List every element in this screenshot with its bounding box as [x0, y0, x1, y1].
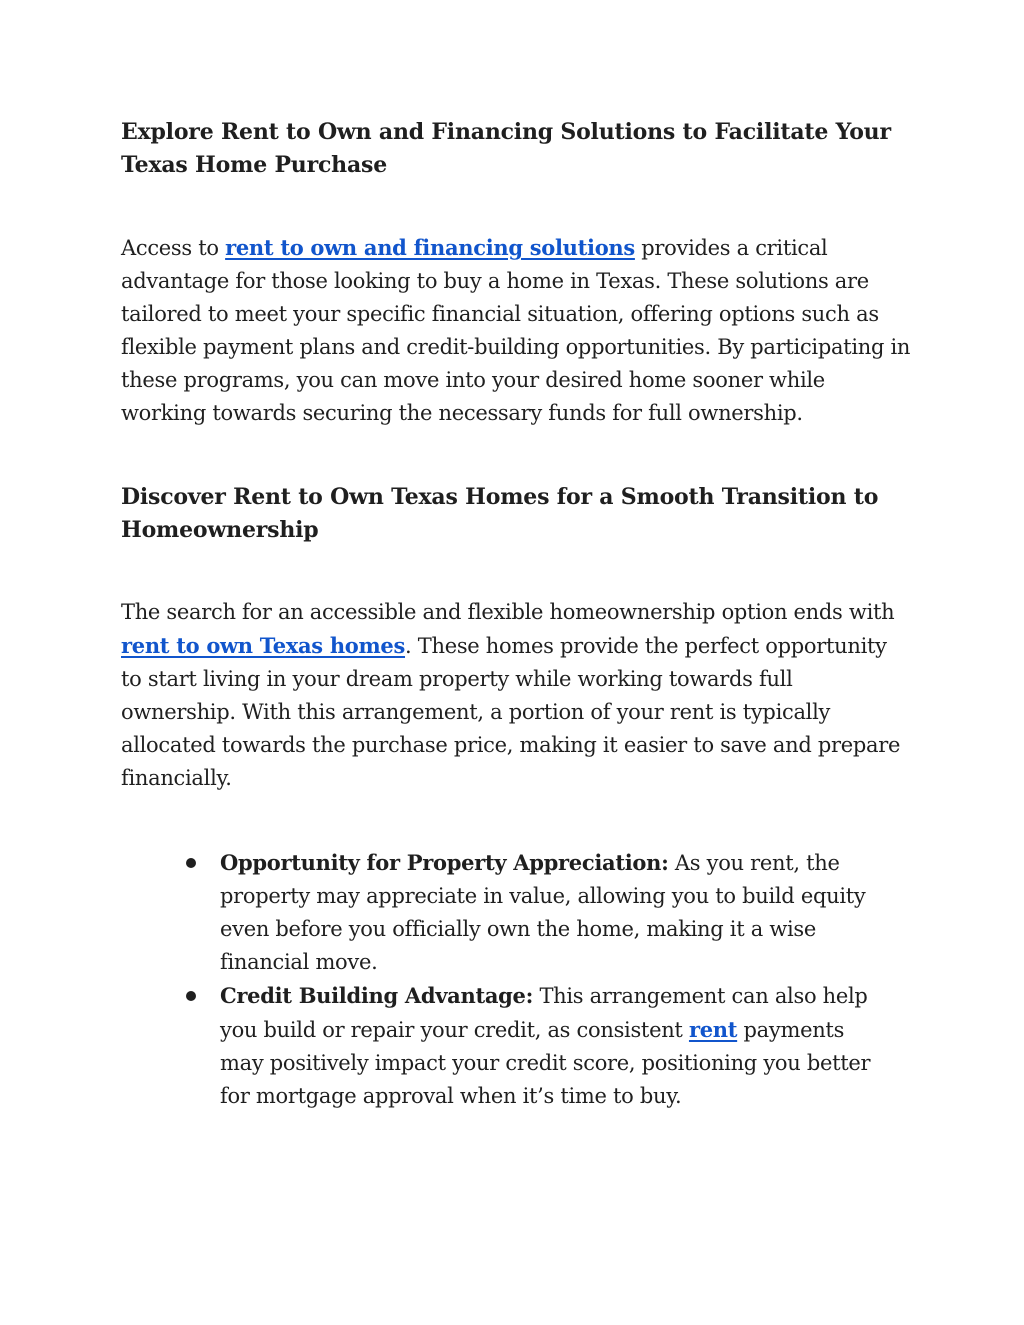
bullet-icon — [186, 991, 196, 1001]
section-paragraph-financing — [121, 231, 911, 430]
bullet-icon — [186, 858, 196, 868]
rent-link[interactable]: rent — [688, 1017, 738, 1042]
paragraph-text: provides a critical advantage for those looking to buy a home in Texas. These solutions are tailored to meet your specific financial situation, offering options such as flexible payment plans and credit-building opportunities. By participating in these programs, you can move into your desired home sooner while working towards securing the necessary funds for full ownership. — [121, 236, 911, 425]
paragraph-text: The search for an accessible and flexible homeownership option ends with — [121, 600, 895, 624]
section-heading-texas-homes: Discover Rent to Own Texas Homes for a Smooth Transition to Homeownership — [121, 484, 879, 543]
section-paragraph-texas-homes — [121, 596, 911, 795]
rent-to-own-texas-homes-link[interactable]: rent to own Texas homes — [121, 633, 406, 658]
bullet-text: This arrangement can also help you build or repair your credit, as consistent — [220, 984, 868, 1042]
bullet-text: As you rent, the property may appreciate in value, allowing you to build equity even before you officially own the home, making it a wise financial move. — [220, 851, 866, 974]
paragraph-text: Access to — [121, 236, 226, 260]
section-heading-rent-to-own-financing: Explore Rent to Own and Financing Solutions to Facilitate Your Texas Home Purchase — [121, 119, 891, 178]
bullet-title: Opportunity for Property Appreciation: — [220, 850, 669, 875]
list-item — [220, 846, 890, 979]
rent-to-own-financing-link[interactable]: rent to own and financing solutions — [225, 235, 635, 260]
bullet-text: payments may positively impact your credit score, positioning you better for mortgage approval when it’s time to buy. — [220, 1018, 871, 1108]
list-item — [220, 979, 890, 1113]
benefits-list — [121, 846, 911, 1113]
paragraph-text: . These homes provide the perfect opportunity to start living in your dream property while working towards full ownership. With this arrangement, a portion of your rent is typically allocated towards the purchase price, making it easier to save and prepare financially. — [121, 634, 901, 790]
document-page — [121, 116, 911, 1113]
bullet-title: Credit Building Advantage: — [220, 983, 534, 1008]
